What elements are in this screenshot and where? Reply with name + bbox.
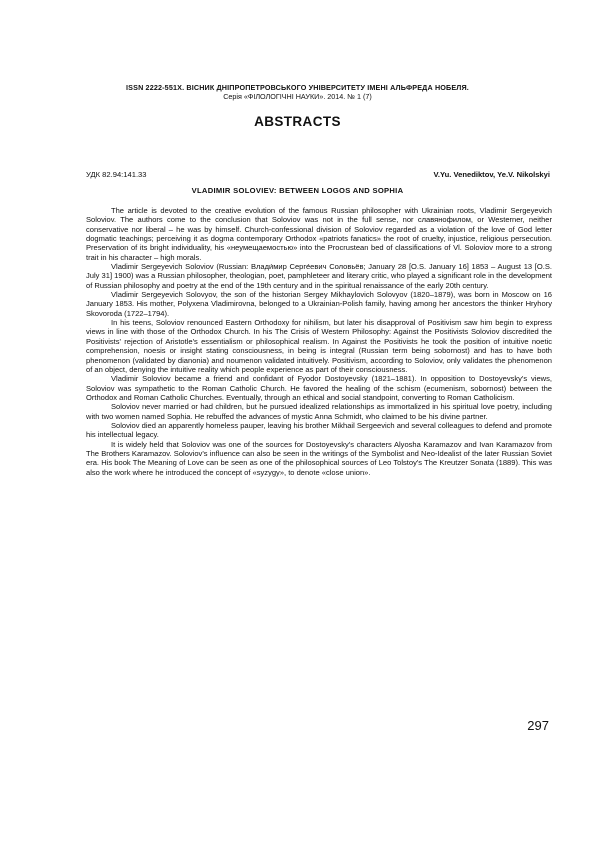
paragraph: It is widely held that Soloviov was one of the sources for Dostoyevsky's characters Alyosha Karamazov and Ivan Karamazov from The Brothers Karamazov. Soloviov's influence can also be seen in the writings of the Symbolist and Neo-Idealist of the later Russian Soviet era. His book The Meaning of Love can be seen as one of the philosophical sources of Leo Tolstoy's The Kreutzer Sonata (1889). This was also the work where he introduced the concept of «syzygy», to denote «close union». <box>86 439 552 477</box>
paragraph: Soloviov died an apparently homeless pauper, leaving his brother Mikhail Sergeevich and several colleagues to defend and promote his intellectual legacy. <box>86 420 552 440</box>
article-title: VLADIMIR SOLOVIEV: BETWEEN LOGOS AND SOPHIA <box>191 186 404 195</box>
running-header <box>80 83 515 101</box>
journal-header-line-2: Серія «ФІЛОЛОГІЧНІ НАУКИ». 2014. № 1 (7) <box>223 92 372 101</box>
section-title: ABSTRACTS <box>254 114 341 129</box>
paragraph: In his teens, Soloviov renounced Eastern Orthodoxy for nihilism, but later his disapproval of Positivism saw him begin to express views in line with those of the Orthodox Church. In his The Crisis of Western Philosophy: Against the Positivists Soloviov discredited the Positivists' rejection of Aristotle's essentialism or philosophical realism. In Against the Positivists he took the position of intuitive noetic comprehension, noesis or insight stating consciousness, in being is integral (Russian term being sobornost) and has to have both phenomenon (validated by dianonia) and noumenon validated intuitively. Positivism, according to Soloviov, only validates the phenomenon of an object, denying the intuitive reality which people experience as part of their consciousness. <box>86 318 552 374</box>
journal-header-line-1: ISSN 2222-551X. ВІСНИК ДНІПРОПЕТРОВСЬКОГО УНІВЕРСИТЕТУ ІМЕНІ АЛЬФРЕДА НОБЕЛЯ. <box>126 83 469 92</box>
paragraph: Vladimir Sergeyevich Solovyov, the son of the historian Sergey Mikhaylovich Solovyov (1820–1879), was born in Moscow on 16 January 1853. His mother, Polyxena Vladimirovna, belonged to a Ukrainian-Polish family, having among her ancestors the thinker Hryhory Skovoroda (1722–1794). <box>86 290 552 318</box>
abstract-body <box>86 206 552 477</box>
paragraph: Vladimir Soloviov became a friend and confidant of Fyodor Dostoyevsky (1821–1881). In opposition to Dostoyevsky's views, Soloviov was sympathetic to the Roman Catholic Church. He favored the healing of the schism (ecumenism, sobornost) between the Orthodox and Roman Catholic Churches. Eventually, through an ethical and social standpoint, converting to Roman Catholicism. <box>86 374 552 402</box>
paragraph: Soloviov never married or had children, but he pursued idealized relationships as immortalized in his spiritual love poetry, including with two women named Sophia. He rebuffed the advances of mystic Anna Schmidt, who claimed to be his divine partner. <box>86 402 552 421</box>
paragraph: Vladimir Sergeyevich Soloviov (Russian: Влади́мир Серге́евич Соловьёв; January 28 [O.S. January 16] 1853 – August 13 [O.S. July 31] 1900) was a Russian philosopher, theologian, poet, pamphleteer and literary critic, who played a significant role in the development of Russian philosophy and poetry at the end of the 19th century and in the spiritual renaissance of the early 20th century. <box>86 262 552 290</box>
udk-code: УДК 82.94:141.33 <box>86 170 147 179</box>
paragraph: The article is devoted to the creative evolution of the famous Russian philosopher with Ukrainian roots, Vladimir Sergeyevich Soloviov. The authors come to the conclusion that Soloviov was not in the full sense, nor славянофилом, or Westerner, neither conservative nor liberal – he was by himself. Church-confessional division of Soloviov regarded as a violation of the love of God letter dogmatic teachings; perceiving it as dogma contemporary Orthodox «patriots fanatics» the root of cruelty, injustice, religious persecution. Preservation of its bright individuality, his «неумещаемостью» into the Procrustean bed of classifications of Vl. Soloviov more to a strong trait in his character – high morals. <box>86 206 552 262</box>
authors: V.Yu. Venediktov, Ye.V. Nikolskyi <box>433 170 550 179</box>
page-number: 297 <box>527 718 549 733</box>
